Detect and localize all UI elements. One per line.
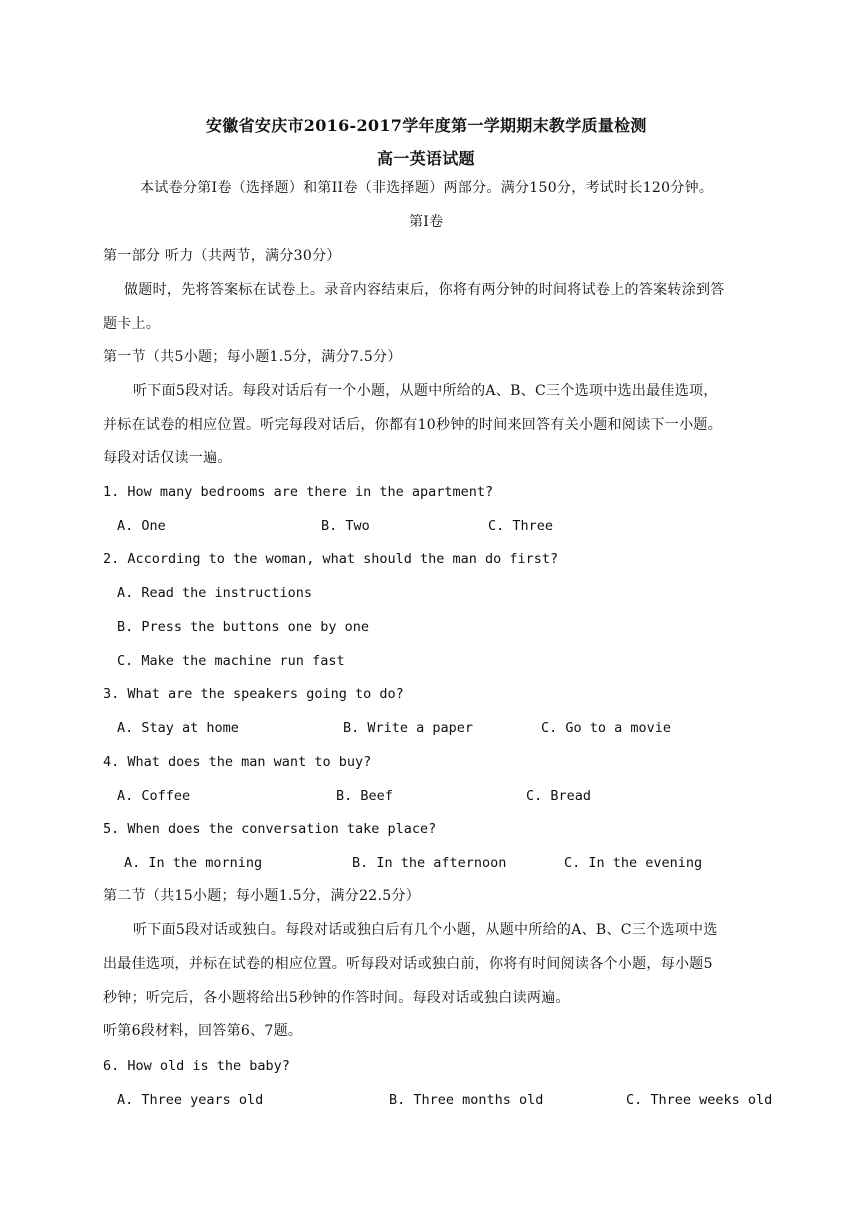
question-5-option-a: A. In the morning: [124, 855, 263, 871]
section2-instruction-line1: 听下面5段对话或独白。每段对话或独白后有几个小题，从题中所给的A、B、C三个选项中选: [133, 922, 718, 938]
question-2-option-c: C. Make the machine run fast: [117, 653, 345, 669]
question-1-option-a: A. One: [117, 518, 166, 534]
question-6-option-c: C. Three weeks old: [626, 1092, 773, 1108]
question-2-option-a: A. Read the instructions: [117, 585, 313, 601]
section2-instruction-line3: 秒钟；听完后，各小题将给出5秒钟的作答时间。每段对话或独白读两遍。: [103, 990, 570, 1006]
section1-instruction-line2: 并标在试卷的相应位置。听完每段对话后，你都有10秒钟的时间来回答有关小题和阅读下一小题。: [103, 417, 723, 433]
question-4-option-c: C. Bread: [526, 788, 592, 804]
question-2-stem: 2. According to the woman, what should the man do first?: [103, 551, 559, 567]
question-3-stem: 3. What are the speakers going to do?: [103, 686, 404, 702]
question-1-option-c: C. Three: [488, 518, 554, 534]
question-4-option-a: A. Coffee: [117, 788, 191, 804]
volume-label: 第I卷: [409, 214, 444, 230]
section1-instruction-line3: 每段对话仅读一遍。: [103, 450, 232, 466]
question-6-option-a: A. Three years old: [117, 1092, 264, 1108]
material-6-heading: 听第6段材料，回答第6、7题。: [103, 1023, 303, 1039]
question-2-option-b: B. Press the buttons one by one: [117, 619, 369, 635]
question-5-stem: 5. When does the conversation take place?: [103, 821, 437, 837]
question-6-stem: 6. How old is the baby?: [103, 1058, 290, 1074]
question-4-option-b: B. Beef: [336, 788, 393, 804]
question-4-stem: 4. What does the man want to buy?: [103, 754, 372, 770]
section2-heading: 第二节（共15小题；每小题1.5分，满分22.5分）: [103, 888, 421, 904]
section1-heading: 第一节（共5小题；每小题1.5分，满分7.5分）: [103, 349, 402, 365]
question-5-option-b: B. In the afternoon: [352, 855, 507, 871]
question-5-option-c: C. In the evening: [564, 855, 703, 871]
exam-title: 安徽省安庆市2016-2017学年度第一学期期末教学质量检测: [206, 116, 647, 135]
question-1-stem: 1. How many bedrooms are there in the apartment?: [103, 484, 494, 500]
part1-instruction-line2: 题卡上。: [103, 316, 161, 332]
question-3-option-c: C. Go to a movie: [541, 720, 672, 736]
intro-paragraph: 本试卷分第I卷（选择题）和第II卷（非选择题）两部分。满分150分，考试时长120分钟。: [140, 180, 714, 196]
question-1-option-b: B. Two: [321, 518, 370, 534]
question-3-option-a: A. Stay at home: [117, 720, 239, 736]
exam-subtitle: 高一英语试题: [377, 149, 475, 168]
question-3-option-b: B. Write a paper: [343, 720, 474, 736]
section2-instruction-line2: 出最佳选项，并标在试卷的相应位置。听每段对话或独白前，你将有时间阅读各个小题，每小题5: [103, 956, 713, 972]
section1-instruction-line1: 听下面5段对话。每段对话后有一个小题，从题中所给的A、B、C三个选项中选出最佳选项，: [133, 383, 718, 399]
part1-instruction-line1: 做题时，先将答案标在试卷上。录音内容结束后，你将有两分钟的时间将试卷上的答案转涂到答: [124, 282, 725, 298]
question-6-option-b: B. Three months old: [389, 1092, 544, 1108]
part1-heading: 第一部分 听力（共两节，满分30分）: [103, 248, 341, 264]
